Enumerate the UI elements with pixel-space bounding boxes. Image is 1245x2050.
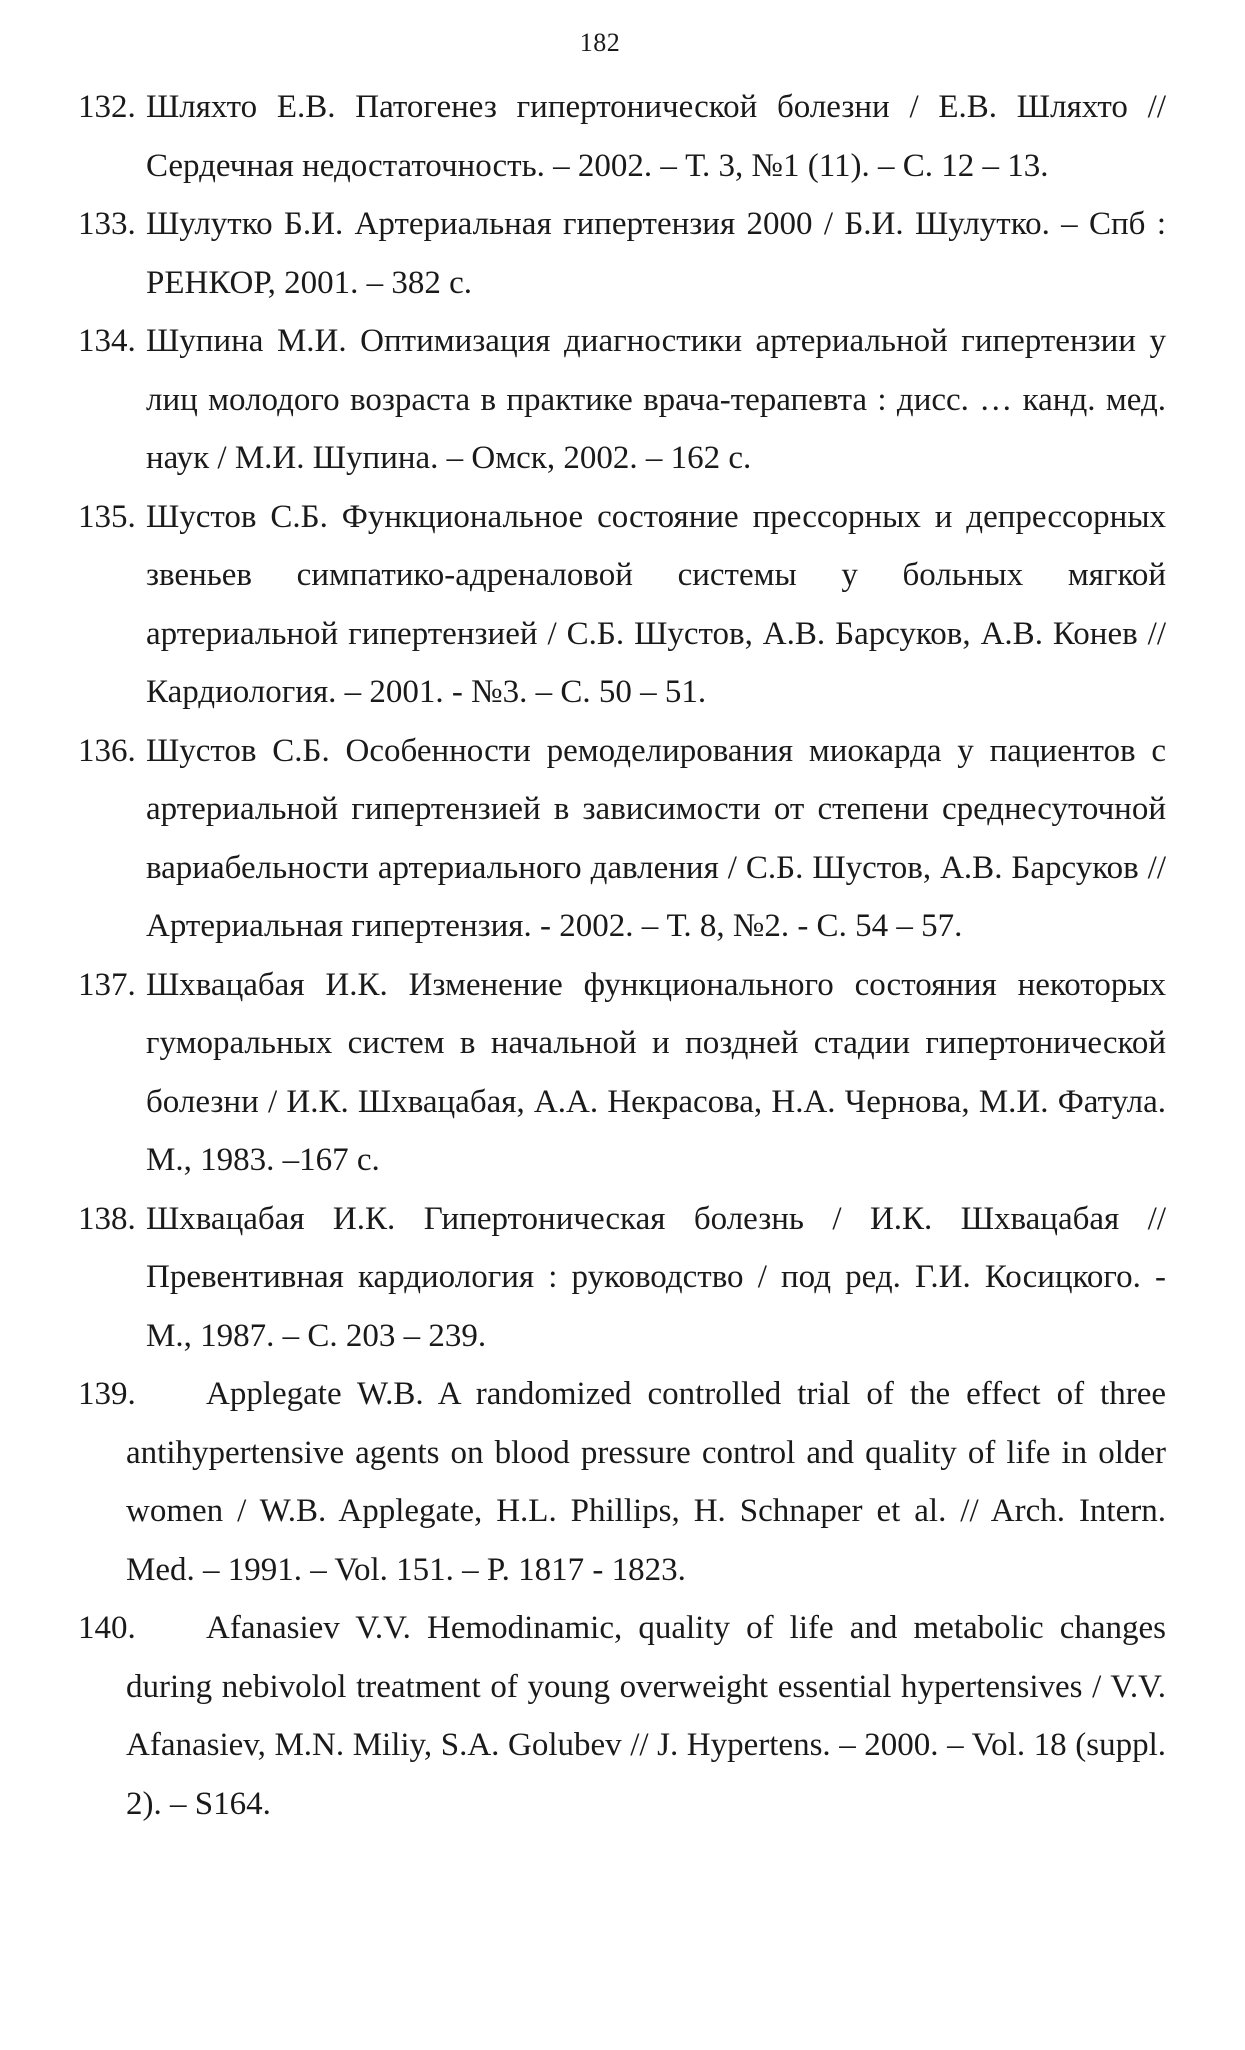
reference-text: Шустов С.Б. Функциональное состояние прессорных и депрессорных звеньев симпатико-адреналовой системы у больных мягкой артериальной гипертензией / С.Б. Шустов, А.В. Барсуков, А.В. Конев // Кардиология. – 2001. - №3. – С. 50 – 51. <box>146 498 1166 710</box>
reference-item-136 <box>78 722 1166 956</box>
reference-number: 133. <box>78 206 136 242</box>
reference-text: Шхвацабая И.К. Изменение функционального состояния некоторых гуморальных систем в начальной и поздней стадии гипертонической болезни / И.К. Шхвацабая, А.А. Некрасова, Н.А. Чернова, М.И. Фатула. М., 1983. –167 с. <box>146 966 1166 1178</box>
reference-item-138 <box>78 1190 1166 1366</box>
reference-item-132 <box>78 78 1166 195</box>
reference-number: 132. <box>78 89 136 125</box>
reference-text: Шулутко Б.И. Артериальная гипертензия 2000 / Б.И. Шулутко. – Спб : РЕНКОР, 2001. – 382 с. <box>146 206 1166 301</box>
reference-item-137 <box>78 956 1166 1190</box>
reference-list <box>78 78 1166 1833</box>
reference-text: Шупина М.И. Оптимизация диагностики артериальной гипертензии у лиц молодого возраста в практике врача-терапевта : дисс. … канд. мед. наук / М.И. Шупина. – Омск, 2002. – 162 с. <box>146 323 1166 476</box>
page-number: 182 <box>579 28 621 57</box>
reference-number: 139. <box>78 1376 136 1412</box>
reference-number: 137. <box>78 966 136 1003</box>
reference-number: 134. <box>78 323 136 359</box>
reference-item-134 <box>78 312 1166 488</box>
reference-text: Шхвацабая И.К. Гипертоническая болезнь / И.К. Шхвацабая // Превентивная кардиология : руководство / под ред. Г.И. Косицкого. - М., 1987. – С. 203 – 239. <box>146 1200 1166 1354</box>
reference-text: Applegate W.B. A randomized controlled trial of the effect of three antihypertensive agents on blood pressure control and quality of life in older women / W.B. Applegate, H.L. Phillips, H. Schnaper et al. // Arch. Intern. Med. – 1991. – Vol. 151. – P. 1817 - 1823. <box>126 1376 1166 1588</box>
reference-text: Шляхто Е.В. Патогенез гипертонической болезни / Е.В. Шляхто // Сердечная недостаточность. – 2002. – Т. 3, №1 (11). – С. 12 – 13. <box>146 89 1166 184</box>
reference-item-139 <box>78 1365 1166 1599</box>
reference-item-133 <box>78 195 1166 312</box>
reference-number: 140. <box>78 1610 136 1646</box>
reference-number: 136. <box>78 732 136 769</box>
reference-text: Шустов С.Б. Особенности ремоделирования миокарда у пациентов с артериальной гипертензией в зависимости от степени среднесуточной вариабельности артериального давления / С.Б. Шустов, А.В. Барсуков // Артериальная гипертензия. - 2002. – Т. 8, №2. - С. 54 – 57. <box>146 732 1166 944</box>
reference-text: Afanasiev V.V. Hemodinamic, quality of life and metabolic changes during nebivolol treatment of young overweight essential hypertensives / V.V. Afanasiev, M.N. Miliy, S.A. Golubev // J. Hypertens. – 2000. – Vol. 18 (suppl. 2). – S164. <box>126 1610 1166 1822</box>
reference-number: 135. <box>78 498 136 535</box>
reference-number: 138. <box>78 1200 136 1237</box>
reference-item-140 <box>78 1599 1166 1833</box>
reference-item-135 <box>78 488 1166 722</box>
